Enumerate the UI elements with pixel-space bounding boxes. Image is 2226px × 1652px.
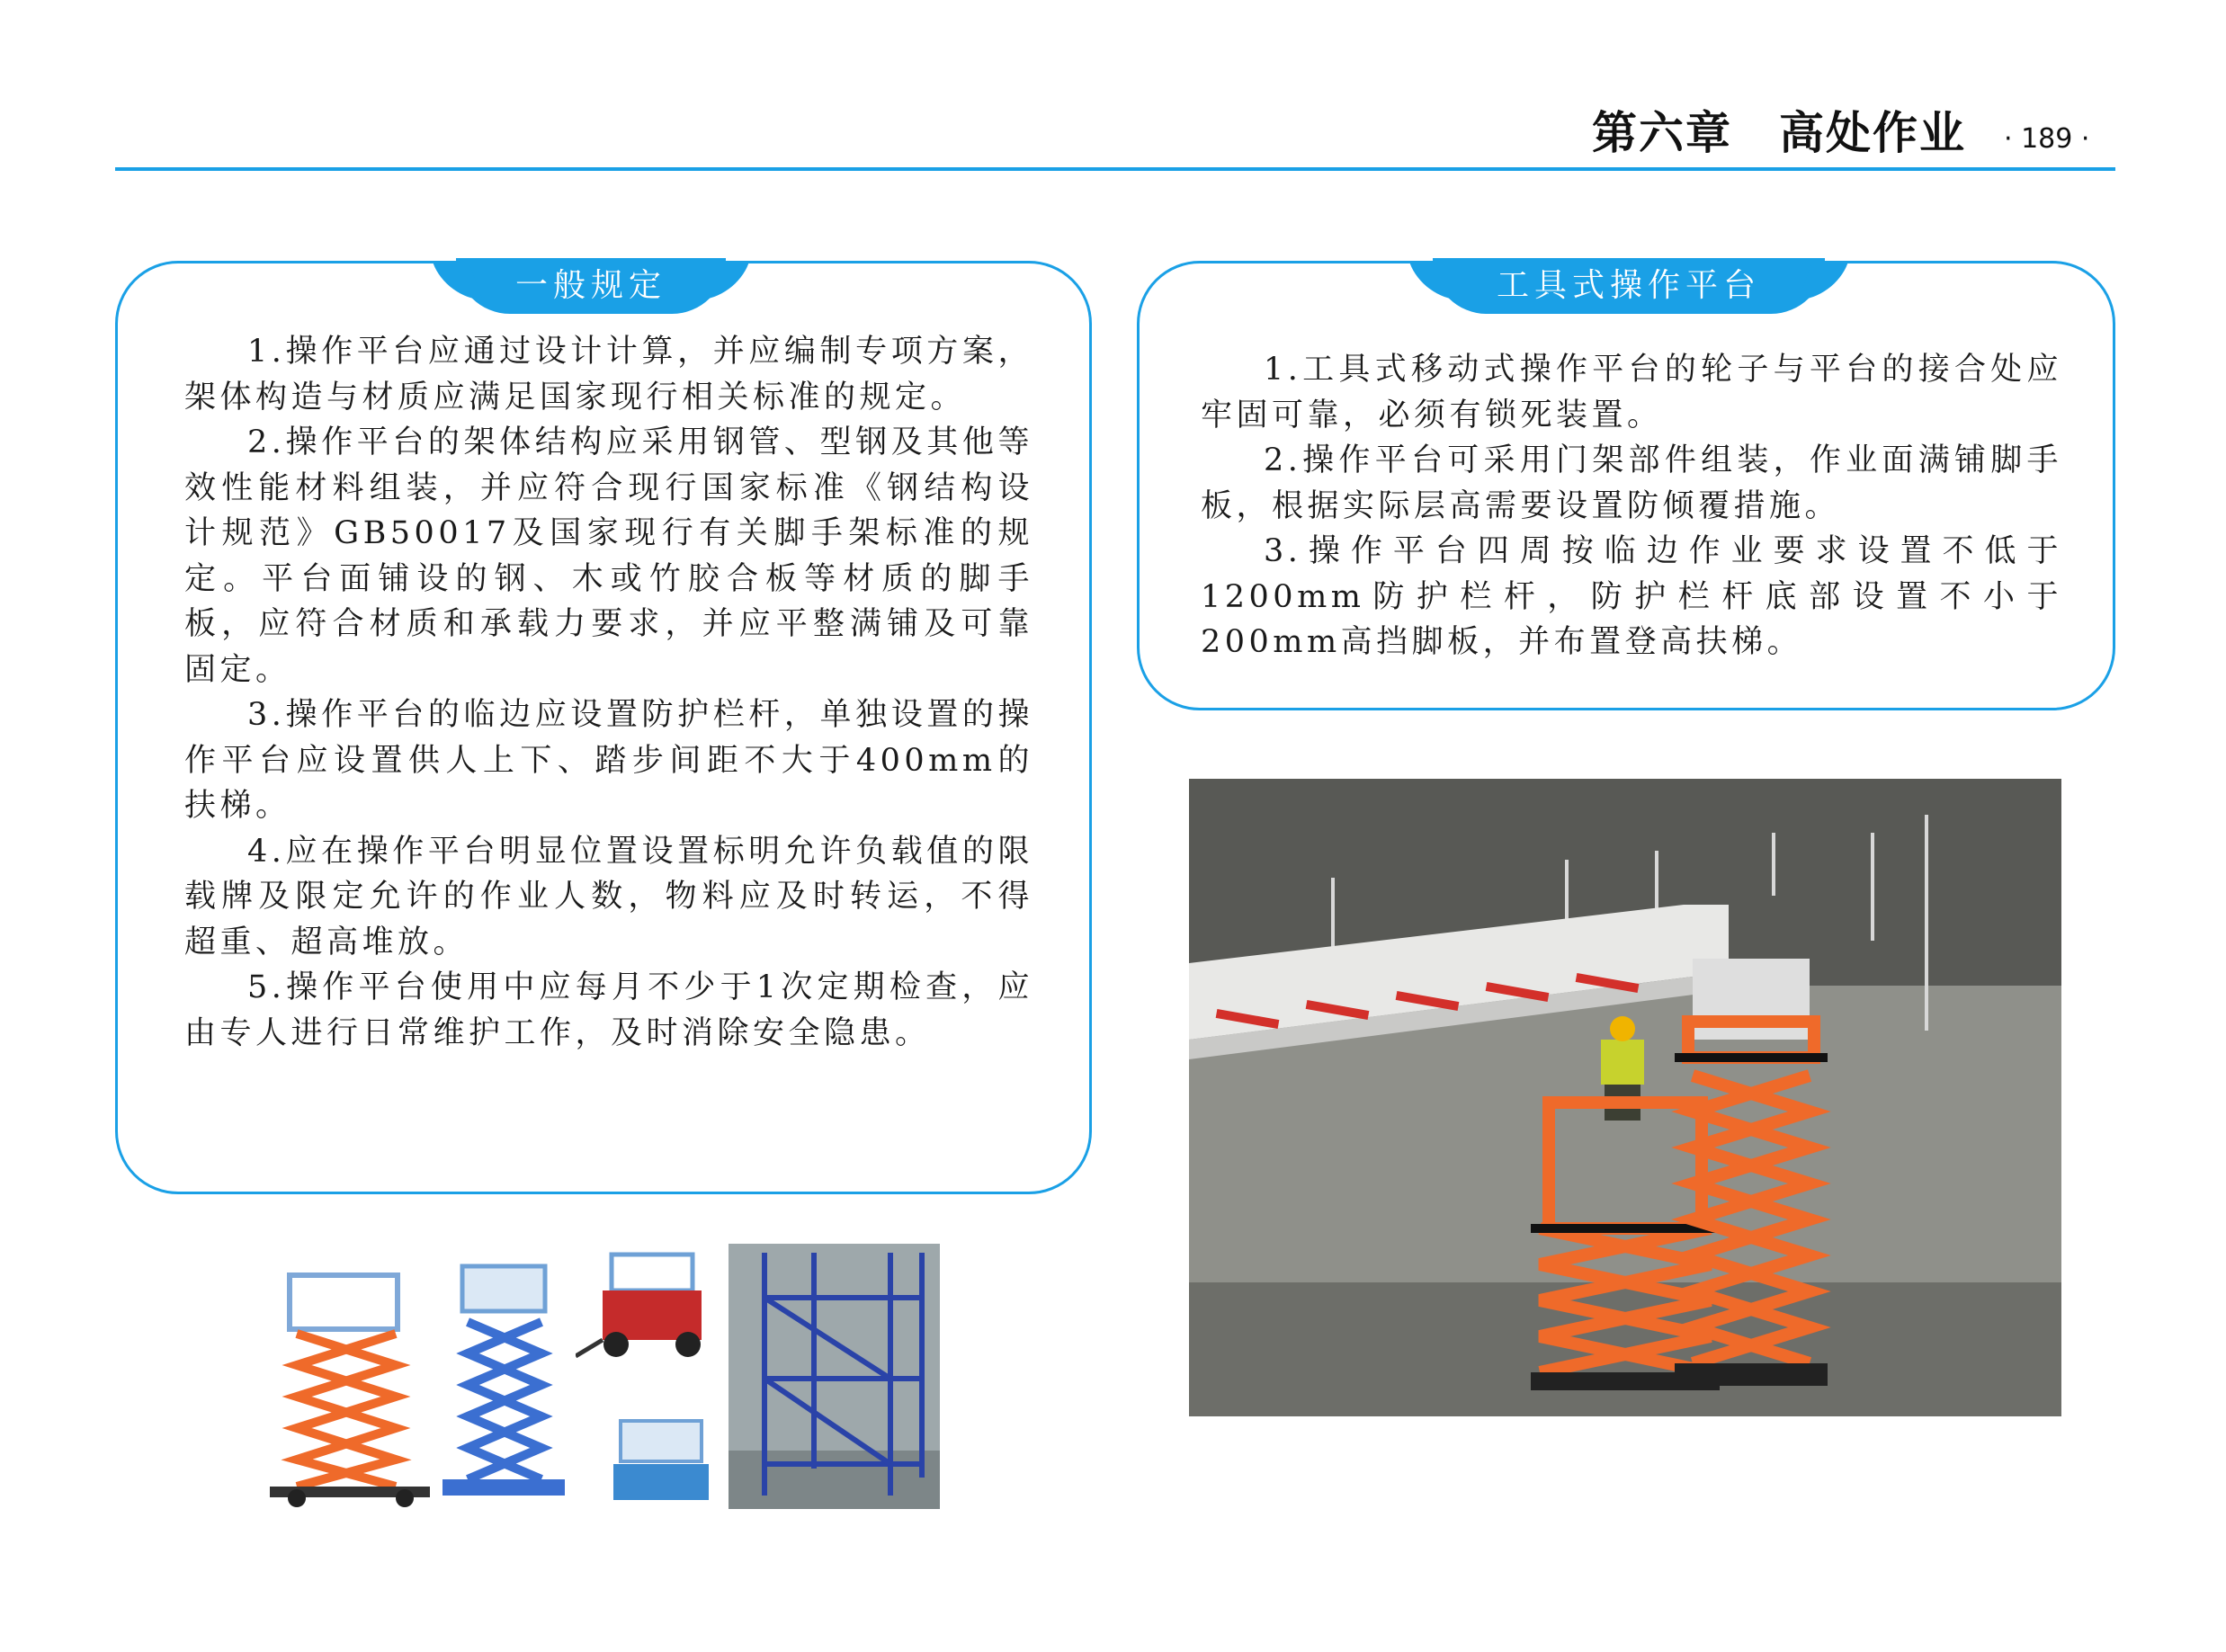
general-rules-panel [115,261,1092,1194]
page-number: · 189 · [2004,123,2090,155]
general-rules-text [184,329,1033,1056]
header-rule [115,167,2115,171]
general-rule-2: 2.操作平台的架体结构应采用钢管、型钢及其他等效性能材料组装，并应符合现行国家标准《钢结构设计规范》GB50017及国家现行有关脚手架标准的规定。平台面铺设的钢、木或竹胶合板等材质的脚手板，应符合材质和承载力要求，并应平整满铺及可靠固定。 [184,424,1033,688]
tool-platform-panel [1137,261,2115,710]
scissor-lift-scene-image [1189,779,2061,1416]
folded-platform-image [604,1412,714,1509]
general-rule-3: 3.操作平台的临边应设置防护栏杆，单独设置的操作平台应设置供人上下、踏步间距不大于400mm的扶梯。 [184,697,1033,824]
general-rules-tab: 一般规定 [456,258,726,314]
blue-scissor-lift-image [443,1259,565,1509]
tool-platform-tab: 工具式操作平台 [1433,258,1825,314]
tool-platform-rule-2: 2.操作平台可采用门架部件组装，作业面满铺脚手板，根据实际层高需要设置防倾覆措施。 [1201,442,2062,524]
tool-platform-rule-3: 3.操作平台四周按临边作业要求设置不低于1200mm防护栏杆，防护栏杆底部设置不小于200mm高挡脚板，并布置登高扶梯。 [1201,533,2062,660]
general-rule-5: 5.操作平台使用中应每月不少于1次定期检查，应由专人进行日常维护工作，及时消除安全隐患。 [184,969,1033,1051]
scaffold-tower-image [729,1244,940,1509]
chapter-title: 第六章 高处作业 [1592,107,1966,159]
general-rule-1: 1.操作平台应通过设计计算，并应编制专项方案，架体构造与材质应满足国家现行相关标准的规定。 [184,334,1033,415]
tool-platform-rule-1: 1.工具式移动式操作平台的轮子与平台的接合处应牢固可靠，必须有锁死装置。 [1201,352,2062,433]
tool-platform-text [1201,347,2062,665]
red-mobile-platform-image [576,1250,711,1367]
general-rule-4: 4.应在操作平台明显位置设置标明允许负载值的限载牌及限定允许的作业人数，物料应及时转运，不得超重、超高堆放。 [184,833,1033,960]
orange-scissor-lift-image [270,1266,430,1509]
